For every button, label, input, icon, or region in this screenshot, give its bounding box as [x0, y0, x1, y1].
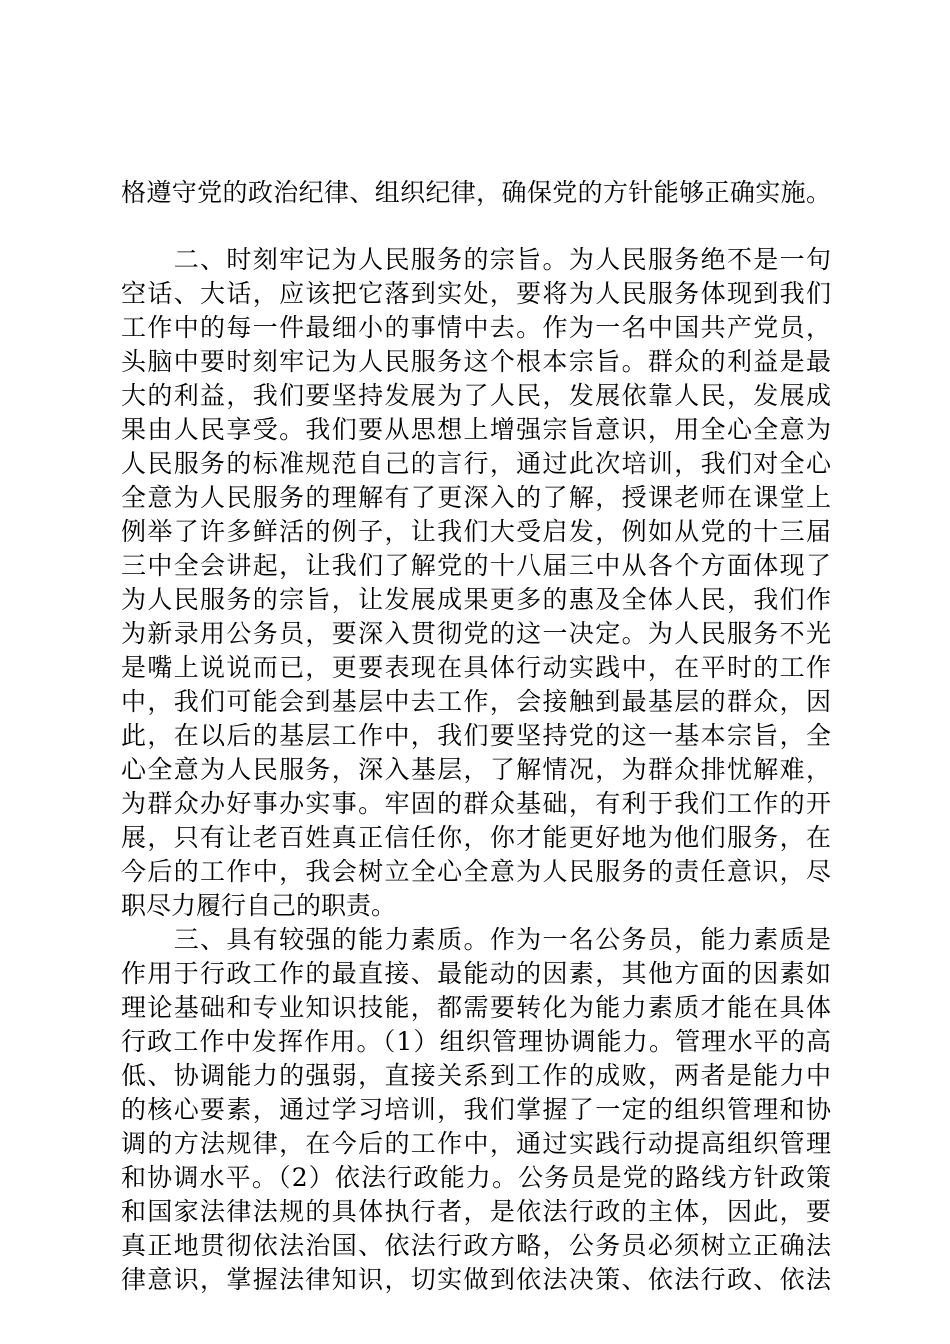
- text-line: 工作中的每一件最细小的事情中去。作为一名中国共产党员，: [121, 313, 831, 342]
- text-line: 调的方法规律，在今后的工作中，通过实践行动提高组织管理: [121, 1129, 831, 1158]
- text-line: 此，在以后的基层工作中，我们要坚持党的这一基本宗旨，全: [121, 721, 831, 750]
- text-line: 心全意为人民服务，深入基层，了解情况，为群众排忧解难，: [121, 755, 831, 784]
- text-line: 职尽力履行自己的职责。: [121, 891, 397, 920]
- text-line: 和国家法律法规的具体执行者，是依法行政的主体，因此，要: [121, 1197, 831, 1226]
- text-line: 行政工作中发挥作用。（1）组织管理协调能力。管理水平的高: [121, 1027, 831, 1056]
- text-line: 空话、大话，应该把它落到实处，要将为人民服务体现到我们: [121, 279, 831, 308]
- text-line: 二、时刻牢记为人民服务的宗旨。为人民服务绝不是一句: [121, 245, 831, 274]
- text-line: 为新录用公务员，要深入贯彻党的这一决定。为人民服务不光: [121, 619, 831, 648]
- text-line: 大的利益，我们要坚持发展为了人民，发展依靠人民，发展成: [121, 381, 831, 410]
- text-line: 真正地贯彻依法治国、依法行政方略，公务员必须树立正确法: [121, 1231, 831, 1260]
- text-line: 中，我们可能会到基层中去工作，会接触到最基层的群众，因: [121, 687, 831, 716]
- text-line: 三、具有较强的能力素质。作为一名公务员，能力素质是: [121, 925, 831, 954]
- text-line: 格遵守党的政治纪律、组织纪律，确保党的方针能够正确实施。: [121, 178, 831, 207]
- text-line: 全意为人民服务的理解有了更深入的了解，授课老师在课堂上: [121, 483, 831, 512]
- text-line: 三中全会讲起，让我们了解党的十八届三中从各个方面体现了: [121, 551, 831, 580]
- text-line: 例举了许多鲜活的例子，让我们大受启发，例如从党的十三届: [121, 517, 831, 546]
- text-line: 展，只有让老百姓真正信任你，你才能更好地为他们服务，在: [121, 823, 831, 852]
- text-line: 的核心要素，通过学习培训，我们掌握了一定的组织管理和协: [121, 1095, 831, 1124]
- text-line: 为人民服务的宗旨，让发展成果更多的惠及全体人民，我们作: [121, 585, 831, 614]
- text-line: 理论基础和专业知识技能，都需要转化为能力素质才能在具体: [121, 993, 831, 1022]
- text-line: 低、协调能力的强弱，直接关系到工作的成败，两者是能力中: [121, 1061, 831, 1090]
- text-line: 果由人民享受。我们要从思想上增强宗旨意识，用全心全意为: [121, 415, 831, 444]
- text-line: 律意识，掌握法律知识，切实做到依法决策、依法行政、依法: [121, 1265, 831, 1294]
- text-line: 是嘴上说说而已，更要表现在具体行动实践中，在平时的工作: [121, 653, 831, 682]
- text-line: 为群众办好事办实事。牢固的群众基础，有利于我们工作的开: [121, 789, 831, 818]
- text-line: 人民服务的标准规范自己的言行，通过此次培训，我们对全心: [121, 449, 831, 478]
- text-line: 和协调水平。（2）依法行政能力。公务员是党的路线方针政策: [121, 1163, 831, 1192]
- text-line: 今后的工作中，我会树立全心全意为人民服务的责任意识，尽: [121, 857, 831, 886]
- text-line: 头脑中要时刻牢记为人民服务这个根本宗旨。群众的利益是最: [121, 347, 831, 376]
- text-line: 作用于行政工作的最直接、最能动的因素，其他方面的因素如: [121, 959, 831, 988]
